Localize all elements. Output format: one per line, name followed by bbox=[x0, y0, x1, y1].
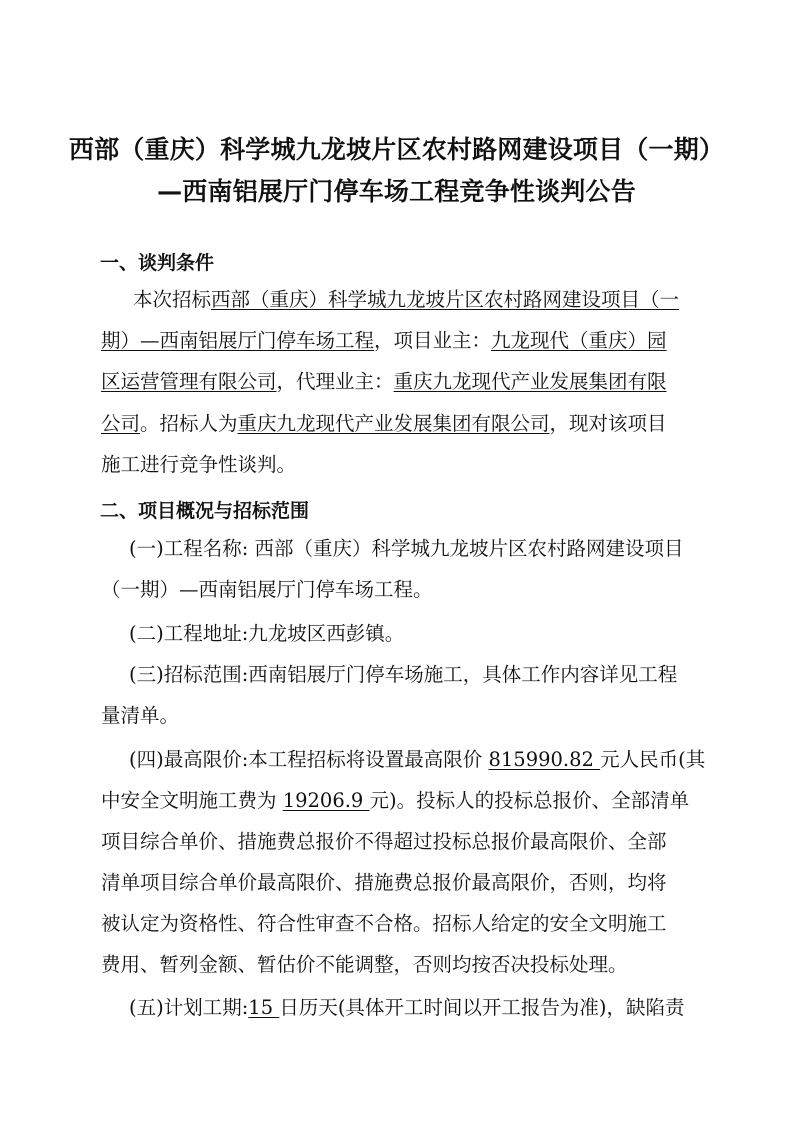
document-title-line-2: —西南铝展厅门停车场工程竞争性谈判公告 bbox=[157, 177, 636, 206]
item-project-address: (二)工程地址:九龙坡区西彭镇。 bbox=[129, 622, 405, 645]
project-owner-underlined: 区运营管理有限公司 bbox=[101, 370, 277, 393]
item-tender-scope: (三)招标范围:西南铝展厅门停车场施工，具体工作内容详见工程 bbox=[129, 663, 678, 686]
item-max-price-cont: 中安全文明施工费为 19206.9 元)。投标人的投标总报价、全部清单 bbox=[101, 789, 690, 812]
item-max-price: (四)最高限价:本工程招标将设置最高限价 815990.82 元人民币(其 bbox=[129, 748, 706, 771]
paragraph-line: 公司。招标人为重庆九龙现代产业发展集团有限公司，现对该项目 bbox=[101, 412, 667, 435]
item-max-price-cont: 费用、暂列金额、暂估价不能调整，否则均按否决投标处理。 bbox=[101, 953, 628, 976]
project-owner-underlined: 九龙现代（重庆）园 bbox=[491, 329, 667, 352]
document-title-line-1: 西部（重庆）科学城九龙坡片区农村路网建设项目（一期） bbox=[68, 135, 725, 164]
project-name-underlined: 期）—西南铝展厅门停车场工程 bbox=[101, 329, 375, 352]
item-max-price-cont: 清单项目综合单价最高限价、措施费总报价最高限价，否则，均将 bbox=[101, 871, 667, 894]
paragraph-line: 施工进行竞争性谈判。 bbox=[101, 453, 297, 476]
safety-fee-value: 19206.9 bbox=[282, 789, 370, 812]
item-project-name-cont: （一期）—西南铝展厅门停车场工程。 bbox=[101, 578, 433, 601]
item-project-name: (一)工程名称: 西部（重庆）科学城九龙坡片区农村路网建设项目 bbox=[129, 537, 684, 560]
item-planned-duration: (五)计划工期:15 日历天(具体开工时间以开工报告为准)，缺陷责 bbox=[129, 996, 685, 1019]
section-heading-negotiation-conditions: 一、谈判条件 bbox=[100, 252, 215, 274]
section-heading-project-overview: 二、项目概况与招标范围 bbox=[100, 500, 310, 522]
paragraph-line: 区运营管理有限公司，代理业主：重庆九龙现代产业发展集团有限 bbox=[101, 370, 667, 393]
tenderer-underlined: 重庆九龙现代产业发展集团有限公司 bbox=[237, 412, 550, 435]
project-name-underlined: 西部（重庆）科学城九龙坡片区农村路网建设项目（一 bbox=[211, 288, 680, 311]
agent-owner-underlined: 重庆九龙现代产业发展集团有限 bbox=[393, 370, 667, 393]
max-price-value: 815990.82 bbox=[488, 748, 601, 771]
item-tender-scope-cont: 量清单。 bbox=[101, 704, 180, 727]
paragraph-line: 期）—西南铝展厅门停车场工程，项目业主：九龙现代（重庆）园 bbox=[101, 329, 667, 352]
agent-owner-underlined: 公司 bbox=[101, 412, 141, 435]
item-max-price-cont: 项目综合单价、措施费总报价不得超过投标总报价最高限价、全部 bbox=[101, 830, 667, 853]
duration-value: 15 bbox=[248, 996, 280, 1019]
item-max-price-cont: 被认定为资格性、符合性审查不合格。招标人给定的安全文明施工 bbox=[101, 912, 667, 935]
paragraph-line: 本次招标西部（重庆）科学城九龙坡片区农村路网建设项目（一 bbox=[133, 288, 680, 311]
